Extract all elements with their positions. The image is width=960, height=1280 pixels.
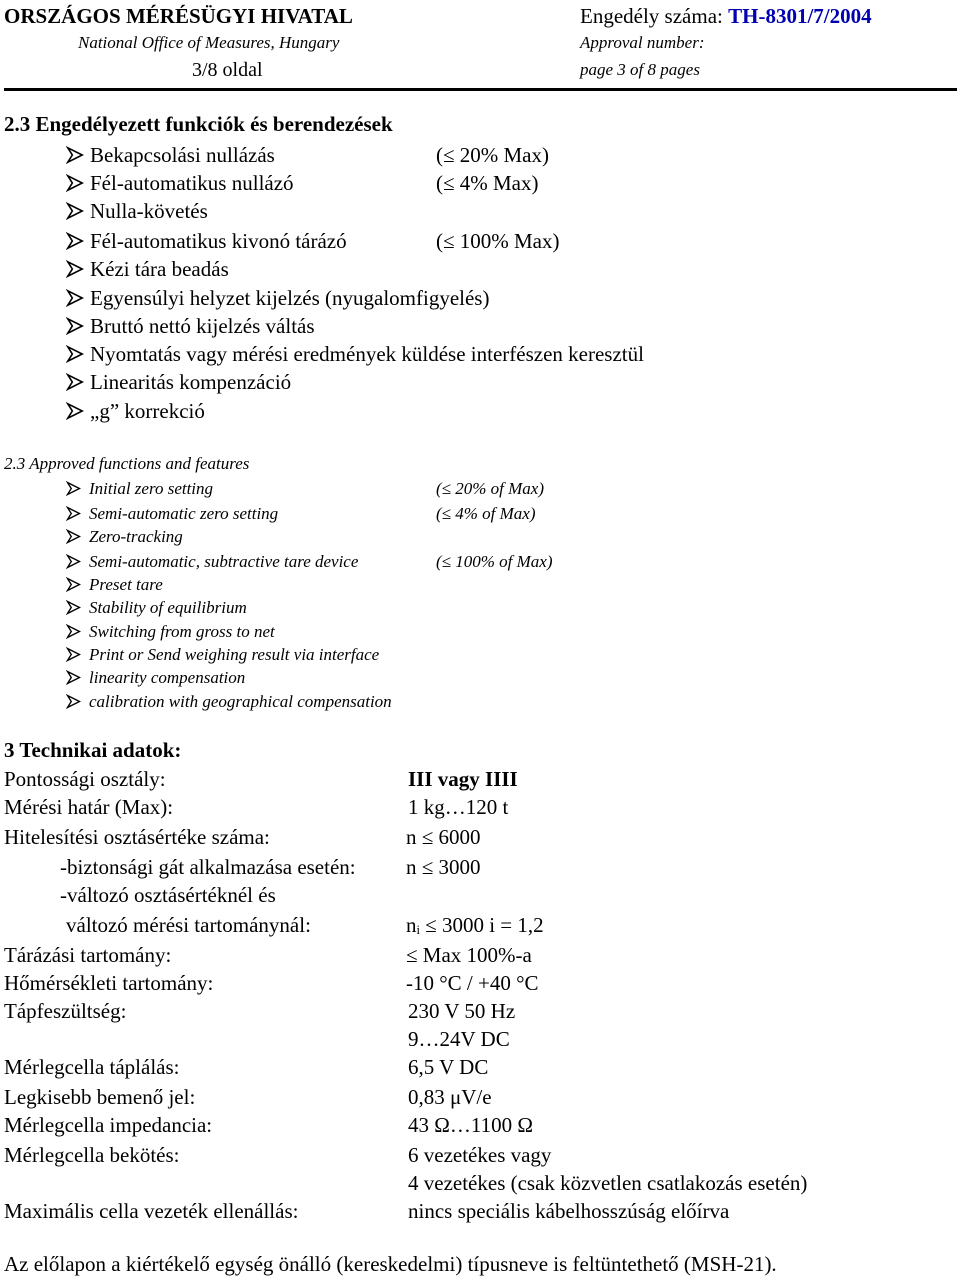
tech-label: változó mérési tartománynál: <box>66 913 311 937</box>
tech-label: -változó osztásértéknél és <box>60 883 276 907</box>
approval-label-en: Approval number: <box>580 33 705 52</box>
list-item <box>66 259 229 280</box>
tech-section-title: 3 Technikai adatok: <box>4 738 182 762</box>
item-label: Kézi tára beadás <box>90 257 229 281</box>
arrow-bullet-icon <box>66 598 89 617</box>
list-item <box>66 576 163 594</box>
tech-label: Mérlegcella bekötés: <box>4 1143 180 1167</box>
arrow-bullet-icon <box>66 399 90 423</box>
footer-note: Az előlapon a kiértékelő egység önálló (kereskedelmi) típusneve is feltüntethető (MSH-21). <box>4 1252 777 1276</box>
section-title-hu: 2.3 Engedélyezett funkciók és berendezések <box>4 112 393 136</box>
tech-value: 1 kg…120 t <box>408 795 509 819</box>
arrow-bullet-icon <box>66 622 89 641</box>
section-title-en: 2.3 Approved functions and features <box>4 454 250 473</box>
tech-value: 43 Ω…1100 Ω <box>408 1113 533 1137</box>
tech-label: Tápfeszültség: <box>4 999 127 1023</box>
arrow-bullet-icon <box>66 370 90 394</box>
tech-value: 6,5 V DC <box>408 1055 489 1079</box>
item-label: Zero-tracking <box>89 527 183 546</box>
tech-label: Hőmérsékleti tartomány: <box>4 971 214 995</box>
item-limit: (≤ 100% Max) <box>436 229 560 253</box>
page-number-hu: 3/8 oldal <box>192 59 263 81</box>
item-label: linearity compensation <box>89 668 246 687</box>
arrow-bullet-icon <box>66 504 89 523</box>
approval-number: TH-8301/7/2004 <box>728 4 872 28</box>
arrow-bullet-icon <box>66 143 90 167</box>
approval-label-hu: Engedély száma: <box>580 4 723 28</box>
item-label: Stability of equilibrium <box>89 598 247 617</box>
arrow-bullet-icon <box>66 527 89 546</box>
tech-value: 230 V 50 Hz <box>408 999 516 1023</box>
header-rule <box>4 88 957 91</box>
list-item <box>66 623 275 641</box>
list-item <box>66 344 644 365</box>
tech-value: -10 °C / +40 °C <box>406 971 539 995</box>
tech-label: Tárázási tartomány: <box>4 943 172 967</box>
list-item <box>66 599 247 617</box>
tech-value: III vagy IIII <box>408 767 518 791</box>
arrow-bullet-icon <box>66 552 89 571</box>
tech-label: Mérési határ (Max): <box>4 795 174 819</box>
page-number-en: page 3 of 8 pages <box>580 60 700 79</box>
item-label: Semi-automatic zero setting <box>89 504 279 523</box>
tech-label: Maximális cella vezeték ellenállás: <box>4 1199 299 1223</box>
item-limit: (≤ 100% of Max) <box>436 552 553 571</box>
item-label: Bekapcsolási nullázás <box>90 143 275 167</box>
list-item <box>66 646 379 664</box>
item-label: Bruttó nettó kijelzés váltás <box>90 314 315 338</box>
item-label: Semi-automatic, subtractive tare device <box>89 552 359 571</box>
item-label: Fél-automatikus nullázó <box>90 171 294 195</box>
list-item <box>66 173 294 194</box>
list-item <box>66 288 489 309</box>
list-item <box>66 505 278 523</box>
item-label: Switching from gross to net <box>89 622 275 641</box>
item-limit: (≤ 20% Max) <box>436 143 549 167</box>
list-item <box>66 372 291 393</box>
arrow-bullet-icon <box>66 342 90 366</box>
list-item <box>66 401 205 422</box>
item-label: Egyensúlyi helyzet kijelzés (nyugalomfigyelés) <box>90 286 490 310</box>
item-limit: (≤ 20% of Max) <box>436 479 544 498</box>
tech-value: ≤ Max 100%-a <box>406 943 532 967</box>
office-name-en: National Office of Measures, Hungary <box>78 33 340 52</box>
item-limit: (≤ 4% Max) <box>436 171 539 195</box>
tech-value: 6 vezetékes vagy <box>408 1143 552 1167</box>
arrow-bullet-icon <box>66 479 89 498</box>
arrow-bullet-icon <box>66 171 90 195</box>
list-item <box>66 145 275 166</box>
list-item <box>66 201 208 222</box>
list-item <box>66 480 213 498</box>
item-label: calibration with geographical compensation <box>89 692 392 711</box>
list-item <box>66 316 315 337</box>
office-name-hu: ORSZÁGOS MÉRÉSÜGYI HIVATAL <box>4 4 353 28</box>
item-label: Initial zero setting <box>89 479 214 498</box>
arrow-bullet-icon <box>66 692 89 711</box>
tech-label: Pontossági osztály: <box>4 767 166 791</box>
item-label: Linearitás kompenzáció <box>90 370 292 394</box>
item-label: Nulla-követés <box>90 199 208 223</box>
tech-value: nincs speciális kábelhosszúság előírva <box>408 1199 730 1223</box>
item-label: Preset tare <box>89 575 163 594</box>
list-item <box>66 693 392 711</box>
list-item <box>66 553 358 571</box>
item-label: Fél-automatikus kivonó tárázó <box>90 229 347 253</box>
arrow-bullet-icon <box>66 199 90 223</box>
tech-value: 0,83 μV/e <box>408 1085 492 1109</box>
tech-value: n ≤ 3000 <box>406 855 481 879</box>
arrow-bullet-icon <box>66 575 89 594</box>
tech-label: Hitelesítési osztásértéke száma: <box>4 825 270 849</box>
tech-value: nᵢ ≤ 3000 i = 1,2 <box>406 913 544 937</box>
tech-label: Legkisebb bemenő jel: <box>4 1085 196 1109</box>
arrow-bullet-icon <box>66 314 90 338</box>
approval-number-line <box>580 6 872 27</box>
tech-label: -biztonsági gát alkalmazása esetén: <box>60 855 356 879</box>
item-label: „g” korrekció <box>90 399 205 423</box>
tech-label: Mérlegcella táplálás: <box>4 1055 180 1079</box>
arrow-bullet-icon <box>66 286 90 310</box>
tech-value: n ≤ 6000 <box>406 825 481 849</box>
arrow-bullet-icon <box>66 645 89 664</box>
list-item <box>66 669 245 687</box>
tech-value: 4 vezetékes (csak közvetlen csatlakozás esetén) <box>408 1171 808 1195</box>
item-label: Nyomtatás vagy mérési eredmények küldése interfészen keresztül <box>90 342 644 366</box>
item-label: Print or Send weighing result via interface <box>89 645 380 664</box>
tech-label: Mérlegcella impedancia: <box>4 1113 213 1137</box>
arrow-bullet-icon <box>66 668 89 687</box>
arrow-bullet-icon <box>66 229 90 253</box>
arrow-bullet-icon <box>66 257 90 281</box>
list-item <box>66 528 183 546</box>
item-limit: (≤ 4% of Max) <box>436 504 536 523</box>
tech-value: 9…24V DC <box>408 1027 510 1051</box>
list-item <box>66 231 347 252</box>
